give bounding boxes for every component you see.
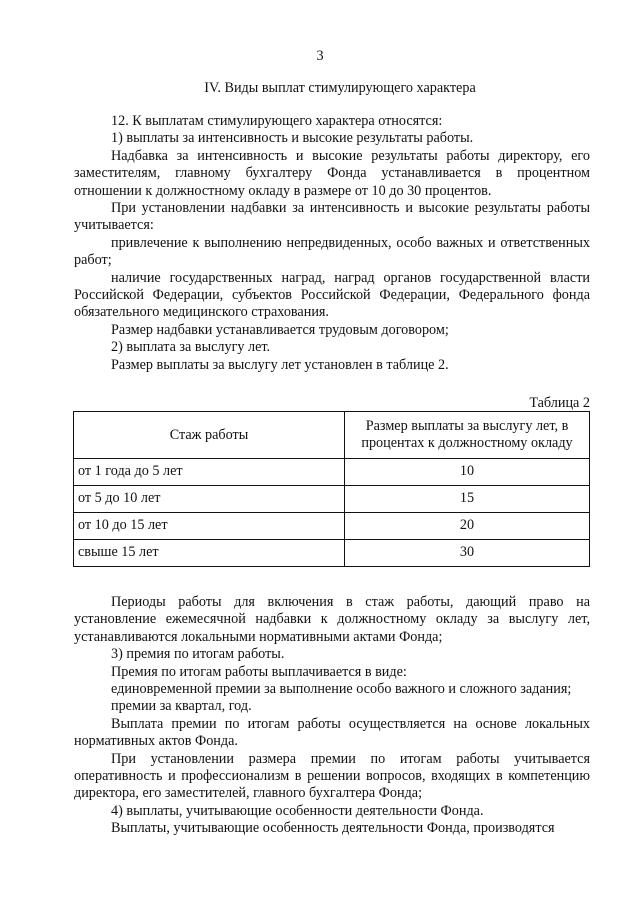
table-row [74,540,590,567]
experience-cell: от 10 до 15 лет [74,513,345,540]
paragraph: премии за квартал, год. [111,698,252,715]
paragraph: Периоды работы для включения в стаж работы, дающий право на установление ежемесячной надбавки к должностному окладу за выслугу лет, устанавливаются локальными нормативными актами Фонда; [74,594,590,645]
percent-cell: 20 [345,513,590,540]
paragraph: Размер надбавки устанавливается трудовым договором; [111,321,449,338]
percent-cell: 30 [345,540,590,567]
paragraph: Надбавка за интенсивность и высокие результаты работы директору, его заместителям, главному бухгалтеру Фонда устанавливается в процентном отношении к должностному окладу в размере от 10 до 30 процентов. [74,147,590,199]
paragraph: привлечение к выполнению непредвиденных, особо важных и ответственных работ; [74,234,590,269]
paragraph: наличие государственных наград, наград органов государственной власти Российской Федерации, субъектов Российской Федерации, Федерального фонда обязательного медицинского страхования. [74,269,590,321]
paragraph: 12. К выплатам стимулирующего характера относятся: [111,113,443,129]
text-block-2 [74,594,590,838]
percent-cell: 10 [345,459,590,486]
paragraph: Выплаты, учитывающие особенность деятельности Фонда, производятся [111,820,555,837]
paragraph: 2) выплата за выслугу лет. [111,339,271,356]
paragraph: 3) премия по итогам работы. [111,646,285,663]
section-heading: IV. Виды выплат стимулирующего характера [204,80,476,96]
header-experience: Стаж работы [74,412,345,459]
text-block-1 [74,113,590,374]
table-row [74,486,590,513]
table-row [74,459,590,486]
paragraph: 4) выплаты, учитывающие особенности деятельности Фонда. [111,802,484,819]
percent-cell: 15 [345,486,590,513]
paragraph: Премия по итогам работы выплачивается в виде: [111,663,407,680]
table-header-row [74,412,590,459]
experience-cell: от 1 года до 5 лет [74,459,345,486]
table-row [74,513,590,540]
page-number: 3 [316,48,324,64]
paragraph: Выплата премии по итогам работы осуществляется на основе локальных нормативных актов Фонда. [74,715,590,750]
table-caption: Таблица 2 [529,395,590,411]
paragraph: Размер выплаты за выслугу лет установлен в таблице 2. [111,356,449,373]
experience-cell: от 5 до 10 лет [74,486,345,513]
experience-cell: свыше 15 лет [74,540,345,567]
paragraph: 1) выплаты за интенсивность и высокие результаты работы. [111,130,474,147]
header-payment-size: Размер выплаты за выслугу лет, в процентах к должностному окладу [345,412,590,459]
paragraph: единовременной премии за выполнение особо важного и сложного задания; [111,681,572,698]
seniority-pay-table [73,411,590,567]
paragraph: При установлении размера премии по итогам работы учитывается оперативность и профессионализм в решении вопросов, входящих в компетенцию директора, его заместителей, главного бухгалтера Фонда; [74,750,590,802]
paragraph: При установлении надбавки за интенсивность и высокие результаты работы учитывается: [74,200,590,234]
